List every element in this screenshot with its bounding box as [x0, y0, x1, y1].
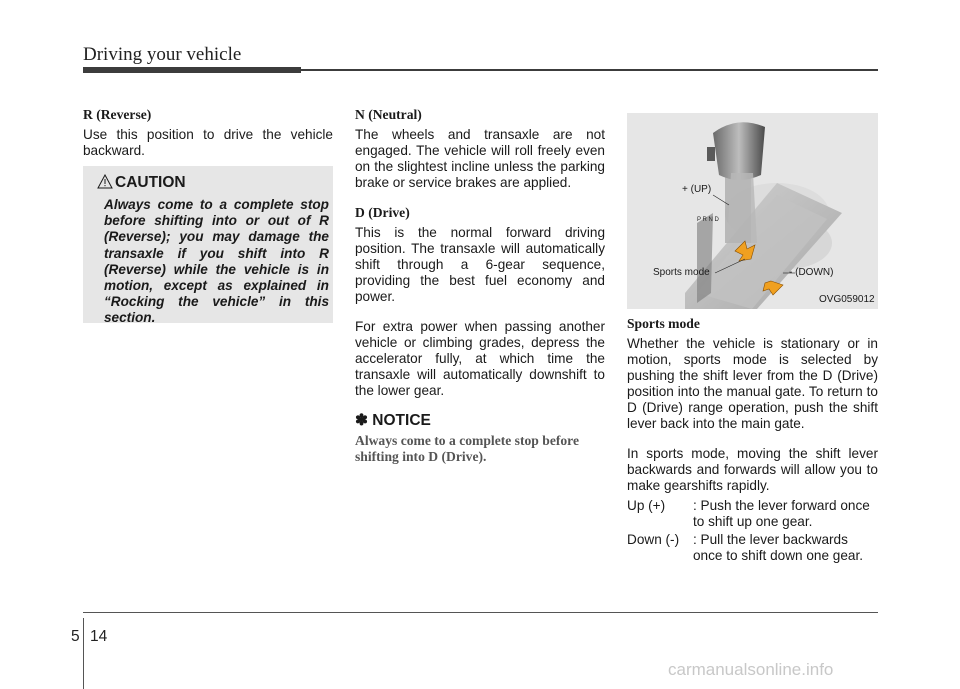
neutral-heading: N (Neutral) [355, 107, 422, 122]
gear-down-desc: : Pull the lever backwards once to shift down one gear. [693, 532, 864, 563]
drive-text: This is the normal forward driving position. The transaxle will automatically shift through a 6-gear sequence, providing the best fuel economy and power. [355, 225, 605, 304]
reverse-text: Use this position to drive the vehicle backward. [83, 127, 333, 158]
caution-text: Always come to a complete stop before shifting into or out of R (Reverse); you may damage the transaxle if you shift into R (Reverse) while the vehicle is in motion, except as explained in “Rocking the vehicle” in this section. [104, 197, 329, 326]
column-1 [83, 107, 333, 173]
footer-rule [83, 612, 878, 613]
neutral-text: The wheels and transaxle are not engaged. The vehicle will roll freely even on the slightest incline unless the parking brake or service brakes are applied. [355, 127, 605, 190]
shift-lever-illustration [627, 113, 878, 309]
shift-lever-figure [627, 113, 878, 309]
sports-mode-text-2: In sports mode, moving the shift lever backwards and forwards will allow you to make gearshifts rapidly. [627, 446, 878, 493]
section-number: 5 [71, 628, 80, 645]
header-rule-thick [83, 67, 301, 73]
gear-down-row [627, 532, 878, 564]
drive-text-2: For extra power when passing another vehicle or climbing grades, depress the accelerator fully, at which time the transaxle will automatically downshift to the lower gear. [355, 319, 605, 398]
sports-mode-text: Whether the vehicle is stationary or in motion, sports mode is selected by pushing the shift lever from the D (Drive) position into the manual gate. To return to D (Drive) range operation, push the shift lever back into the main gate. [627, 336, 878, 431]
caution-box [83, 166, 333, 326]
gate-letters: P R N D [697, 217, 719, 223]
drive-heading: D (Drive) [355, 205, 410, 220]
page-header-title: Driving your vehicle [83, 44, 242, 65]
caution-title: CAUTION [115, 174, 186, 191]
page-number: 14 [90, 628, 108, 645]
notice-title: ✽ NOTICE [355, 412, 431, 429]
notice-text: Always come to a complete stop before shifting into D (Drive). [355, 433, 579, 464]
watermark: carmanualsonline.info [668, 660, 834, 679]
figure-code: OVG059012 [819, 294, 875, 305]
gear-up-row [627, 498, 878, 530]
footer-divider [83, 618, 84, 689]
gear-up-desc: : Push the lever forward once to shift up one gear. [693, 498, 870, 529]
figure-label-up: + (UP) [682, 184, 712, 195]
column-3 [627, 316, 878, 564]
figure-label-sports-mode: Sports mode [653, 267, 710, 278]
gear-down-key: Down (-) [627, 532, 680, 547]
column-2 [355, 107, 605, 465]
warning-triangle-icon [97, 174, 113, 189]
sports-mode-heading: Sports mode [627, 316, 700, 331]
gear-up-key: Up (+) [627, 498, 666, 513]
header-rule-thin [301, 69, 878, 71]
figure-label-down: - (DOWN) [789, 267, 834, 278]
reverse-heading: R (Reverse) [83, 107, 152, 122]
